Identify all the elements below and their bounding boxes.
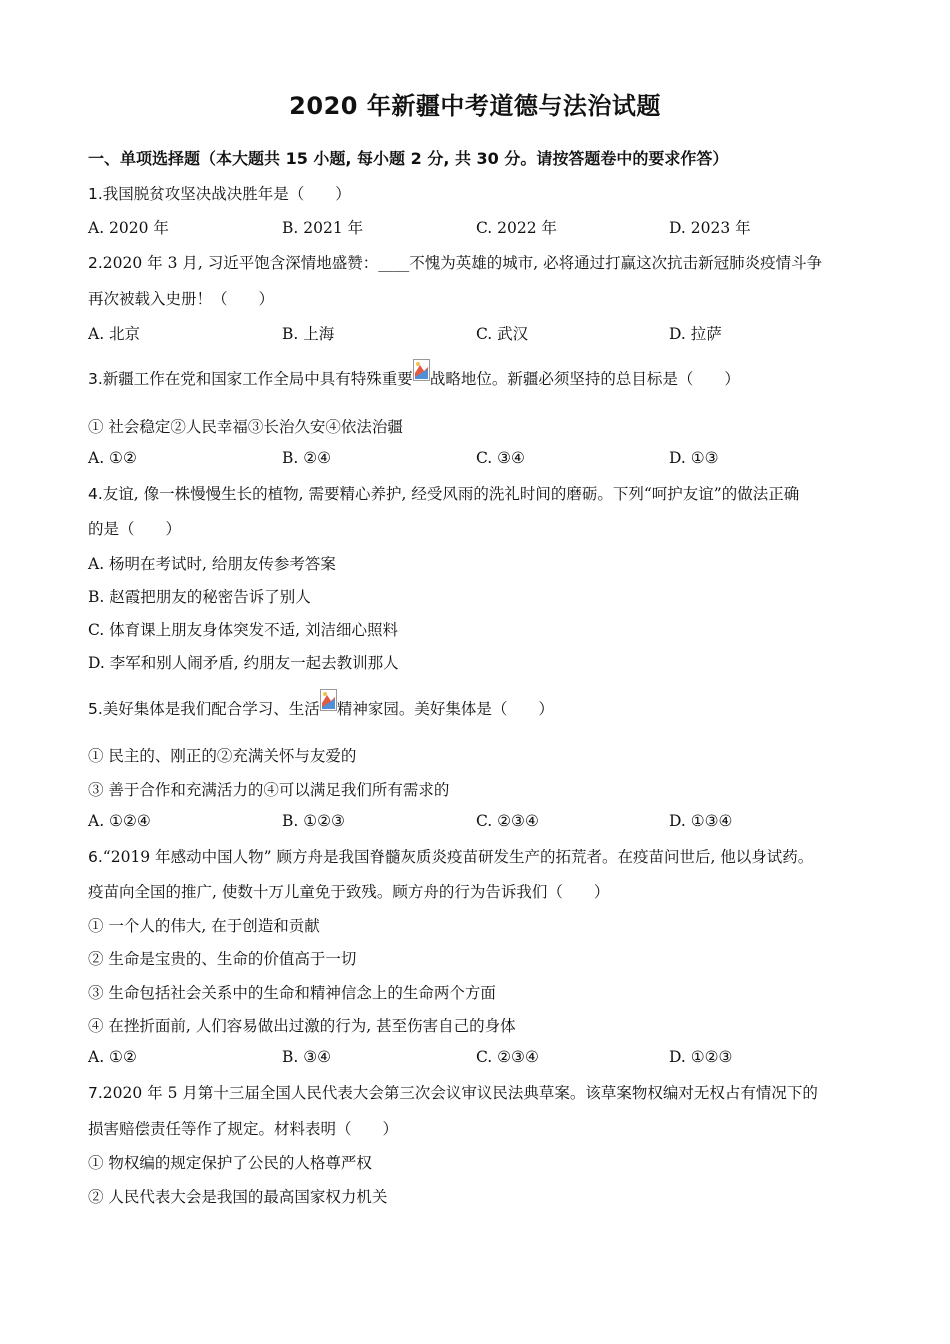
q5-option-a: A. ①②④ [88,812,151,830]
q4-option-b: B. 赵霞把朋友的秘密告诉了别人 [88,588,311,606]
question-6-item-1: ① 一个人的伟大, 在于创造和贡献 [88,917,320,935]
page-title: 2020 年新疆中考道德与法治试题 [289,92,661,120]
q2-option-c: C. 武汉 [476,325,529,343]
question-7-item-1: ① 物权编的规定保护了公民的人格尊严权 [88,1154,372,1172]
q3-option-a: A. ①② [88,449,137,467]
q3-option-b: B. ②④ [282,449,332,467]
q6-option-a: A. ①② [88,1048,137,1066]
question-6-stem-line2: 疫苗向全国的推广, 使数十万儿童免于致残。顾方舟的行为告诉我们（ ） [88,883,610,901]
q3-option-c: C. ③④ [476,449,525,467]
q2-option-d: D. 拉萨 [669,325,722,343]
q6-option-c: C. ②③④ [476,1048,539,1066]
question-5-item-1: ① 民主的、刚正的②充满关怀与友爱的 [88,747,357,765]
q1-option-b: B. 2021 年 [282,219,364,237]
question-5-item-2: ③ 善于合作和充满活力的④可以满足我们所有需求的 [88,781,450,799]
question-7-item-2: ② 人民代表大会是我国的最高国家权力机关 [88,1188,388,1206]
question-4-stem-line1: 4.友谊, 像一株慢慢生长的植物, 需要精心养护, 经受风雨的洗礼时间的磨砺。下列“呵护友谊”的做法正确 [88,485,800,503]
section-heading: 一、单项选择题（本大题共 15 小题, 每小题 2 分, 共 30 分。请按答题卷中的要求作答） [88,149,729,168]
q4-option-a: A. 杨明在考试时, 给朋友传参考答案 [88,555,336,573]
question-1-stem: 1.我国脱贫攻坚决战决胜年是（ ） [88,185,351,203]
question-2-stem-line2: 再次被载入史册！（ ） [88,290,275,308]
q6-option-b: B. ③④ [282,1048,332,1066]
q5-option-c: C. ②③④ [476,812,539,830]
q3-option-d: D. ①③ [669,449,719,467]
q1-option-a: A. 2020 年 [88,219,169,237]
question-4-stem-line2: 的是（ ） [88,520,182,538]
question-6-item-4: ④ 在挫折面前, 人们容易做出过激的行为, 甚至伤害自己的身体 [88,1017,516,1035]
question-3-items: ① 社会稳定②人民幸福③长治久安④依法治疆 [88,418,403,436]
q2-option-a: A. 北京 [88,325,141,343]
q1-option-c: C. 2022 年 [476,219,558,237]
question-2-stem-line1: 2.2020 年 3 月, 习近平饱含深情地盛赞：____不愧为英雄的城市, 必将通过打赢这次抗击新冠肺炎疫情斗争 [88,254,823,272]
question-7-stem-line2: 损害赔偿责任等作了规定。材料表明（ ） [88,1120,399,1138]
question-6-item-3: ③ 生命包括社会关系中的生命和精神信念上的生命两个方面 [88,984,496,1002]
broken-image-icon [320,689,337,711]
question-7-stem-line1: 7.2020 年 5 月第十三届全国人民代表大会第三次会议审议民法典草案。该草案物权编对无权占有情况下的 [88,1084,818,1102]
q2-option-b: B. 上海 [282,325,335,343]
q5-option-d: D. ①③④ [669,812,733,830]
question-3-stem: 3.新疆工作在党和国家工作全局中具有特殊重要 战略地位。新疆必须坚持的总目标是（ ） [88,367,740,389]
q4-option-d: D. 李军和别人闹矛盾, 约朋友一起去教训那人 [88,654,399,672]
question-6-stem-line1: 6.“2019 年感动中国人物” 顾方舟是我国脊髓灰质炎疫苗研发生产的拓荒者。在疫苗问世后, 他以身试药。 [88,848,814,866]
question-6-item-2: ② 生命是宝贵的、生命的价值高于一切 [88,950,357,968]
q1-option-d: D. 2023 年 [669,219,751,237]
q5-option-b: B. ①②③ [282,812,345,830]
question-5-stem: 5.美好集体是我们配合学习、生活 精神家园。美好集体是（ ） [88,697,554,719]
broken-image-icon [413,359,430,381]
q6-option-d: D. ①②③ [669,1048,733,1066]
q4-option-c: C. 体育课上朋友身体突发不适, 刘洁细心照料 [88,621,399,639]
